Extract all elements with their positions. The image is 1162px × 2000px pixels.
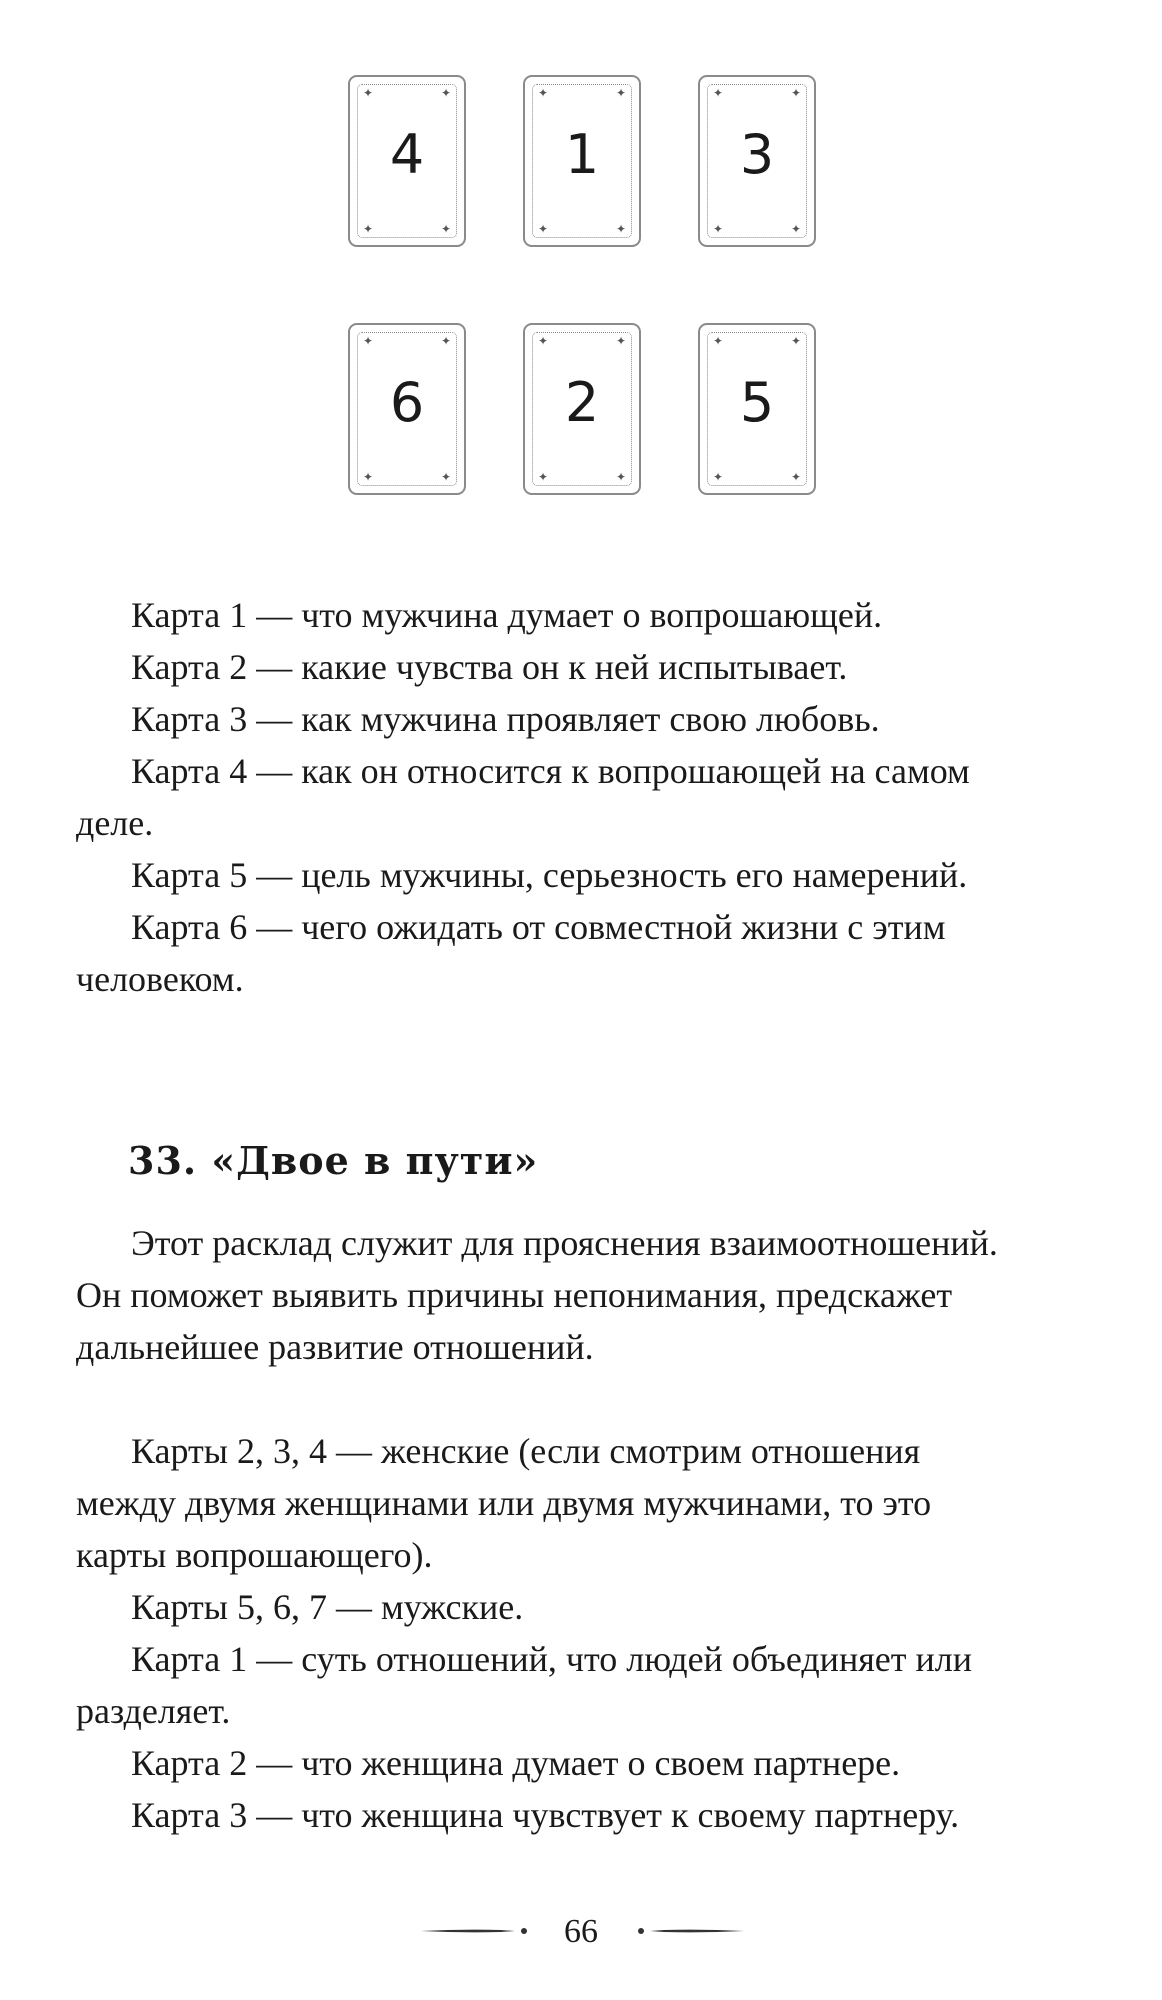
card-corner-ornament: ✦ <box>362 86 374 100</box>
card-corner-ornament: ✦ <box>790 334 802 348</box>
intro-line: дальнейшее развитие отношений. <box>76 1327 594 1367</box>
section-card-1: Карта 1 — суть отношений, что людей объединяет или <box>131 1639 972 1679</box>
position-card-4-cont: деле. <box>76 803 154 843</box>
card-corner-ornament: ✦ <box>440 86 452 100</box>
card-number: 6 <box>389 371 425 434</box>
card-position-2 <box>523 323 641 495</box>
card-corner-ornament: ✦ <box>362 222 374 236</box>
card-corner-ornament: ✦ <box>712 86 724 100</box>
position-card-5: Карта 5 — цель мужчины, серьезность его намерений. <box>131 855 968 895</box>
female-cards-cont: карты вопрошающего). <box>76 1535 433 1575</box>
card-corner-ornament: ✦ <box>537 86 549 100</box>
card-corner-ornament: ✦ <box>537 222 549 236</box>
card-position-5 <box>698 323 816 495</box>
male-cards: Карты 5, 6, 7 — мужские. <box>131 1587 524 1627</box>
card-corner-ornament: ✦ <box>790 470 802 484</box>
footer-ornament-right-icon <box>636 1928 744 1934</box>
card-corner-ornament: ✦ <box>537 470 549 484</box>
card-corner-ornament: ✦ <box>537 334 549 348</box>
card-corner-ornament: ✦ <box>712 334 724 348</box>
position-card-4: Карта 4 — как он относится к вопрошающей на самом <box>131 751 970 791</box>
card-corner-ornament: ✦ <box>362 470 374 484</box>
card-position-3 <box>698 75 816 247</box>
card-number: 4 <box>389 123 425 186</box>
card-corner-ornament: ✦ <box>615 470 627 484</box>
section-card-3: Карта 3 — что женщина чувствует к своему партнеру. <box>131 1795 960 1835</box>
card-number: 5 <box>739 371 775 434</box>
card-number: 1 <box>564 123 600 186</box>
female-cards-cont: между двумя женщинами или двумя мужчинами, то это <box>76 1483 932 1523</box>
section-card-2: Карта 2 — что женщина думает о своем партнере. <box>131 1743 901 1783</box>
card-position-6 <box>348 323 466 495</box>
page-number: 66 <box>564 1913 598 1950</box>
page-footer <box>0 1908 1162 1956</box>
card-corner-ornament: ✦ <box>615 222 627 236</box>
card-corner-ornament: ✦ <box>712 222 724 236</box>
position-card-1: Карта 1 — что мужчина думает о вопрошающей. <box>131 595 883 635</box>
section-card-1-cont: разделяет. <box>76 1691 231 1731</box>
card-positions-list <box>76 589 1090 1005</box>
card-corner-ornament: ✦ <box>712 470 724 484</box>
section-heading: 33. «Двое в пути» <box>128 1138 539 1183</box>
section-intro <box>76 1217 1090 1373</box>
intro-line: Он поможет выявить причины непонимания, предскажет <box>76 1275 953 1315</box>
position-card-6: Карта 6 — чего ожидать от совместной жизни с этим <box>131 907 946 947</box>
card-corner-ornament: ✦ <box>440 470 452 484</box>
card-corner-ornament: ✦ <box>790 222 802 236</box>
intro-line: Этот расклад служит для прояснения взаимоотношений. <box>131 1223 998 1263</box>
position-card-3: Карта 3 — как мужчина проявляет свою любовь. <box>131 699 880 739</box>
card-number: 3 <box>739 123 775 186</box>
position-card-6-cont: человеком. <box>76 959 244 999</box>
card-corner-ornament: ✦ <box>790 86 802 100</box>
card-corner-ornament: ✦ <box>440 222 452 236</box>
card-corner-ornament: ✦ <box>615 334 627 348</box>
footer-ornament-left-icon <box>421 1928 529 1934</box>
card-position-4 <box>348 75 466 247</box>
section-card-roles <box>76 1425 1090 1841</box>
card-number: 2 <box>564 371 600 434</box>
card-position-1 <box>523 75 641 247</box>
card-corner-ornament: ✦ <box>362 334 374 348</box>
card-corner-ornament: ✦ <box>615 86 627 100</box>
card-corner-ornament: ✦ <box>440 334 452 348</box>
position-card-2: Карта 2 — какие чувства он к ней испытывает. <box>131 647 848 687</box>
female-cards: Карты 2, 3, 4 — женские (если смотрим отношения <box>131 1431 921 1471</box>
